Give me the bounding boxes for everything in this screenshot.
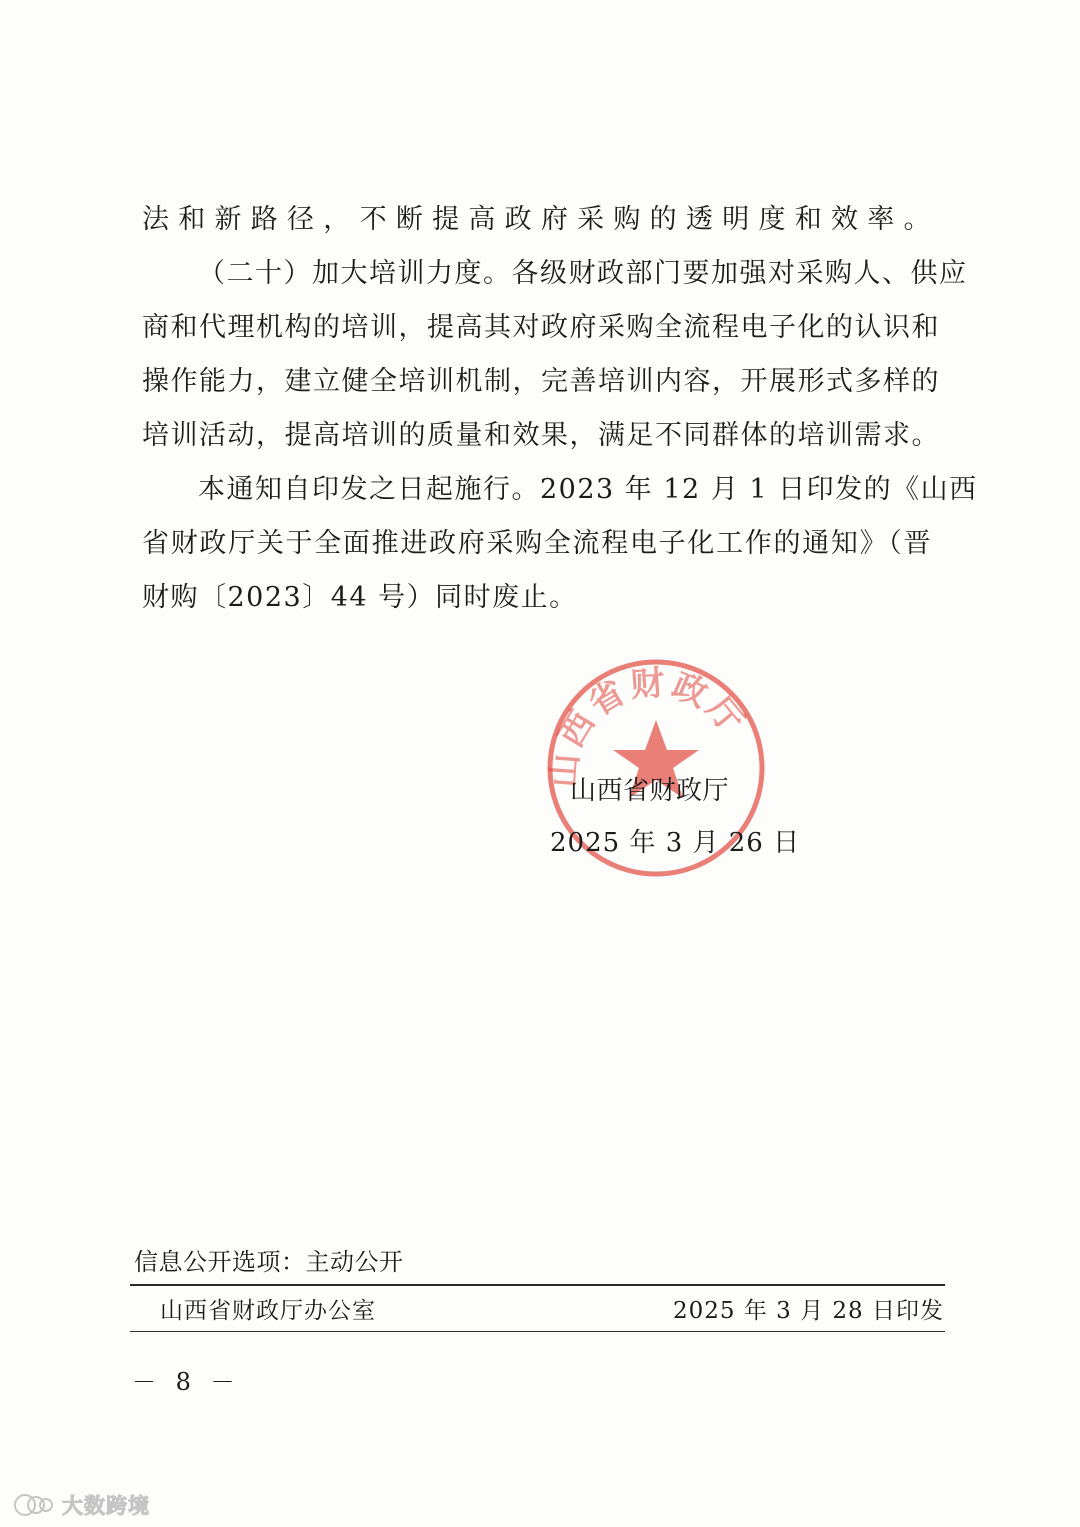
page-number: － 8 － (132, 1368, 241, 1396)
body-line-6: 本通知自印发之日起施行。2023 年 12 月 1 日印发的《山西 (198, 474, 978, 505)
disclosure-option: 信息公开选项：主动公开 (134, 1248, 404, 1276)
body-line-5: 培训活动，提高培训的质量和效果，满足不同群体的培训需求。 (142, 420, 940, 451)
body-line-4: 操作能力，建立健全培训机制，完善培训内容，开展形式多样的 (142, 366, 940, 397)
footer-top-rule (130, 1284, 945, 1286)
brand-logo-icon (12, 1492, 56, 1518)
body-line-8: 财购〔2023〕44 号）同时废止。 (142, 582, 578, 613)
issue-date: 2025 年 3 月 28 日印发 (673, 1298, 944, 1324)
seal-text: 山西省财政厅 (543, 662, 754, 789)
signing-date: 2025 年 3 月 26 日 (550, 828, 801, 858)
body-line-7: 省财政厅关于全面推进政府采购全流程电子化工作的通知》（晋 (142, 528, 932, 559)
body-line-1: 法和新路径，不断提高政府采购的透明度和效率。 (142, 204, 932, 235)
watermark-text: 大数跨境 (62, 1494, 150, 1518)
watermark (12, 1490, 150, 1520)
body-line-3: 商和代理机构的培训，提高其对政府采购全流程电子化的认识和 (142, 312, 940, 343)
body-line-2: （二十）加大培训力度。各级财政部门要加强对采购人、供应 (198, 258, 968, 289)
signing-organization: 山西省财政厅 (570, 776, 730, 806)
footer-bottom-rule (130, 1331, 945, 1332)
issuing-office: 山西省财政厅办公室 (160, 1298, 376, 1324)
